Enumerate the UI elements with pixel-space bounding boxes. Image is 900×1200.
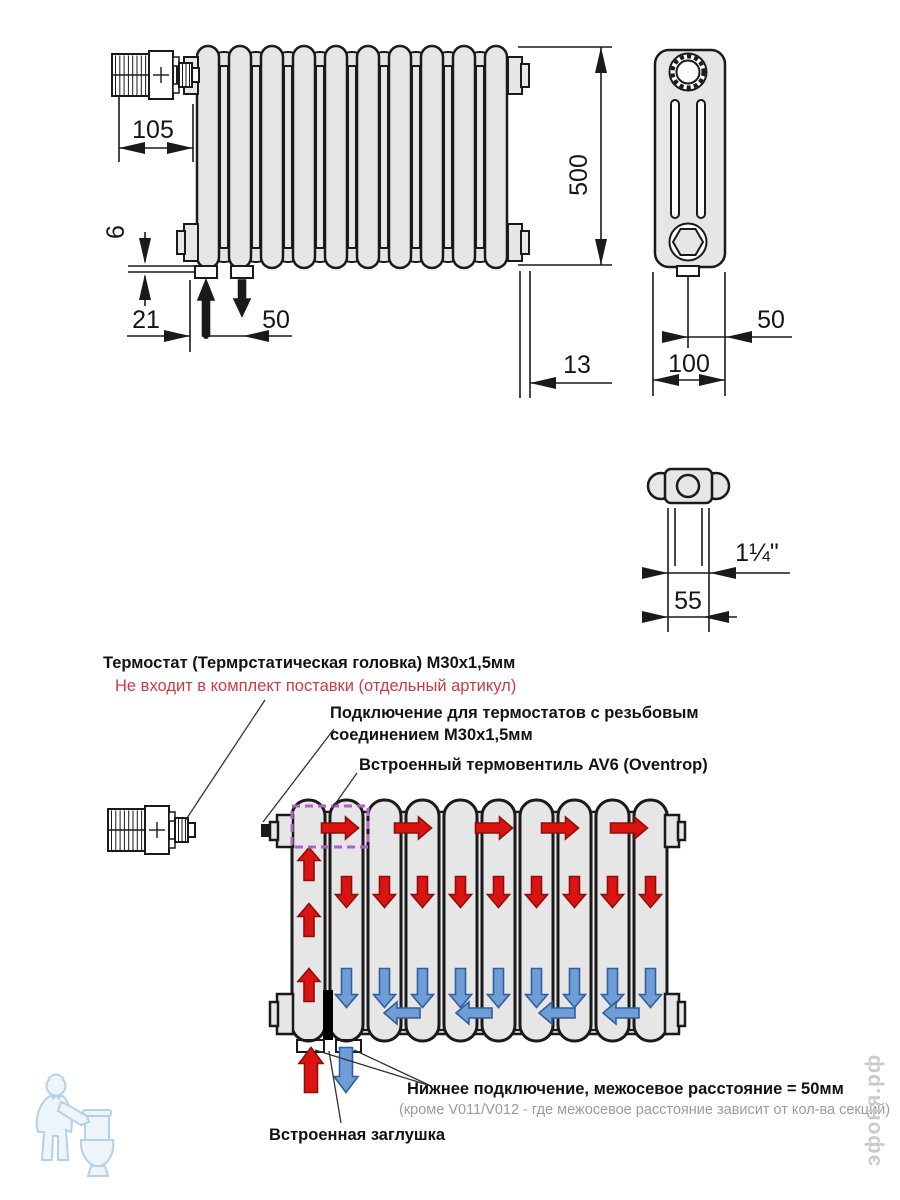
dim-500 (518, 47, 612, 265)
label-built-in-plug: Встроенная заглушка (269, 1126, 446, 1144)
dim-label-13: 13 (563, 351, 591, 379)
flow-valve-connection-stub (261, 824, 271, 837)
label-built-in-valve: Встроенный термовентиль AV6 (Oventrop) (359, 756, 708, 774)
dim-label-6: 6 (102, 225, 130, 239)
dim-label-50-side: 50 (757, 306, 785, 334)
front-foot-left (195, 266, 217, 278)
built-in-plug (323, 990, 333, 1040)
dim-13 (520, 271, 612, 398)
watermark-site-text: эфоня.рф (862, 1053, 885, 1167)
dim-label-50-front: 50 (262, 306, 290, 334)
side-view-radiator (655, 50, 725, 276)
dim-label-thread: 1¼" (735, 539, 779, 567)
dim-thread (642, 508, 790, 632)
top-view-section (648, 469, 729, 503)
dim-50-side (662, 277, 792, 348)
dim-50-front (198, 280, 292, 342)
dim-label-105: 105 (132, 116, 174, 144)
label-bottom-connection: Нижнее подключение, межосевое расстояние = 50мм (407, 1080, 844, 1098)
label-threaded-connection-line2: соединением М30х1,5мм (330, 726, 533, 744)
dim-105 (119, 96, 193, 162)
watermark-plumber-logo (37, 1075, 114, 1177)
dim-21 (127, 280, 190, 352)
front-foot-right (231, 266, 253, 278)
label-bottom-connection-note: (кроме V011/V012 - где межосевое расстояние зависит от кол-ва секций) (399, 1102, 891, 1118)
thermostat-head (108, 806, 195, 854)
label-thermostat-note: Не входит в комплект поставки (отдельный артикул) (115, 677, 517, 695)
label-thermostat-title: Термостат (Термрстатическая головка) М30х1,5мм (103, 654, 516, 672)
front-view-radiator (112, 46, 529, 278)
dim-label-500: 500 (565, 154, 593, 196)
dim-55 (642, 587, 737, 623)
dim-label-21: 21 (132, 306, 160, 334)
dim-label-55: 55 (674, 587, 702, 615)
label-threaded-connection-line1: Подключение для термостатов с резьбовым (330, 704, 699, 722)
dim-label-100: 100 (668, 350, 710, 378)
front-middle-columns (213, 52, 491, 262)
